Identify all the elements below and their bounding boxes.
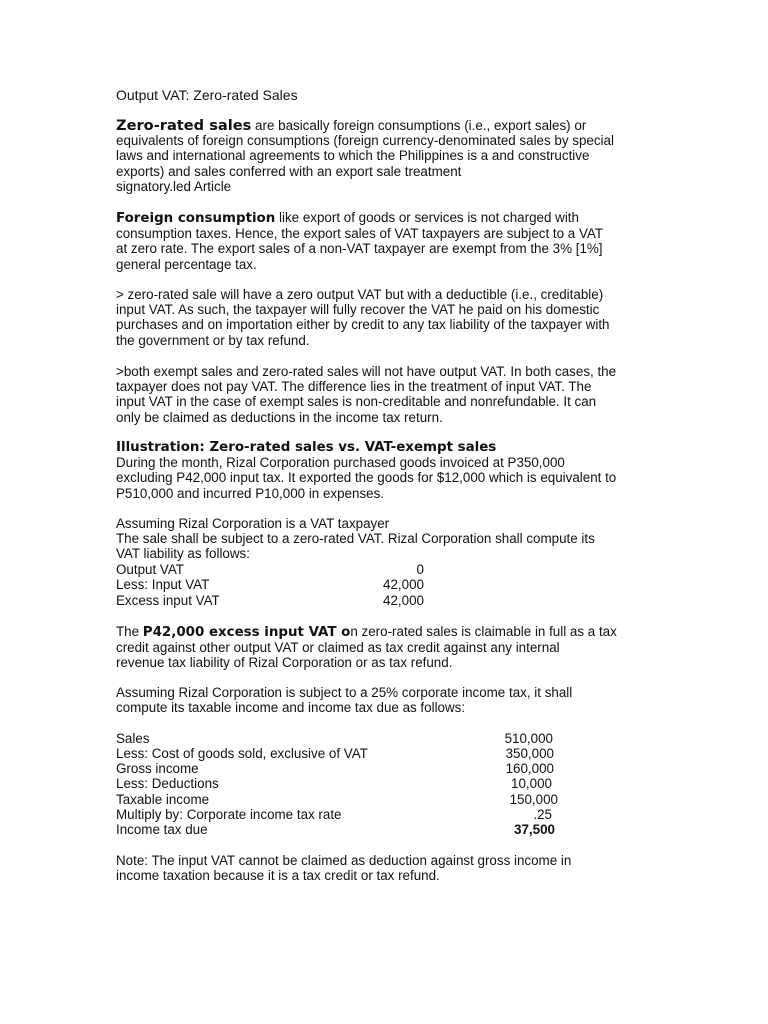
- row-label: Income tax due: [116, 822, 208, 837]
- income-tax-due-value: 37,500: [514, 822, 555, 837]
- income-table-row: [116, 731, 556, 746]
- income-table-row: [116, 822, 556, 837]
- paragraph-line: credit against other output VAT or claimed as tax credit against any internal: [116, 640, 560, 656]
- lead-term: Foreign consumption: [116, 211, 276, 226]
- paragraph-line: income taxation because it is a tax credit or tax refund.: [116, 868, 440, 884]
- paragraph-line: the government or by tax refund.: [116, 332, 310, 348]
- paragraph-line: excluding P42,000 input tax. It exported the goods for $12,000 which is equivalent to: [116, 470, 617, 486]
- note-paragraph: [116, 853, 661, 883]
- paragraph-line: During the month, Rizal Corporation purchased goods invoiced at P350,000: [116, 455, 565, 471]
- row-value: 160,000: [505, 761, 554, 776]
- income-table-row: [116, 807, 556, 822]
- paragraph-line: Assuming Rizal Corporation is subject to a 25% corporate income tax, it shall: [116, 685, 573, 700]
- paragraph-line: Note: The input VAT cannot be claimed as deduction against gross income in: [116, 853, 572, 868]
- paragraph-line: equivalents of foreign consumptions (foreign currency-denominated sales by special: [116, 133, 614, 149]
- row-label: Taxable income: [116, 792, 210, 807]
- paragraph-line: >both exempt sales and zero-rated sales will not have output VAT. In both cases, the: [116, 364, 617, 379]
- paragraph-line: revenue tax liability of Rizal Corporation or as tax refund.: [116, 655, 453, 671]
- illustration-heading: Illustration: Zero-rated sales vs. VAT-exempt sales: [116, 440, 497, 455]
- row-label: Less: Deductions: [116, 776, 219, 791]
- paragraph-vat-taxpayer: [116, 516, 661, 562]
- paragraph-line: Assuming Rizal Corporation is a VAT taxpayer: [116, 516, 390, 531]
- paragraph-line: Zero-rated sales are basically foreign consumptions (i.e., export sales) or: [116, 117, 587, 134]
- paragraph-line: general percentage tax.: [116, 256, 257, 272]
- paragraph-line: The sale shall be subject to a zero-rated VAT. Rizal Corporation shall compute its: [116, 531, 595, 547]
- paragraph-line: purchases and on importation either by credit to any tax liability of the taxpayer with: [116, 317, 610, 333]
- row-value: 10,000: [511, 776, 552, 791]
- row-label: Sales: [116, 731, 150, 746]
- paragraph-line: Foreign consumption like export of goods or services is not charged with: [116, 210, 579, 226]
- row-label: Excess input VAT: [116, 593, 220, 608]
- income-table-row: [116, 761, 556, 776]
- paragraph-zero-rated-definition: [116, 118, 661, 194]
- paragraph-line: only be claimed as deductions in the income tax return.: [116, 409, 443, 425]
- income-table-row: [116, 776, 556, 791]
- paragraph-line: The P42,000 excess input VAT on zero-rated sales is claimable in full as a tax: [116, 624, 617, 640]
- illustration-section: [116, 440, 661, 501]
- row-label: Gross income: [116, 761, 199, 776]
- lead-term: Zero-rated sales: [116, 117, 252, 134]
- row-value: 510,000: [504, 731, 553, 746]
- emphasis-amount: P42,000 excess input VAT o: [142, 625, 351, 640]
- paragraph-line: input VAT in the case of exempt sales is non-creditable and nonrefundable. It can: [116, 394, 597, 410]
- income-table-row: [116, 792, 561, 807]
- row-label: Less: Input VAT: [116, 577, 210, 592]
- row-value: 0: [416, 562, 424, 577]
- paragraph-income-tax: [116, 685, 661, 715]
- paragraph-line: > zero-rated sale will have a zero output VAT but with a deductible (i.e., creditable): [116, 287, 604, 302]
- paragraph-line: compute its taxable income and income tax due as follows:: [116, 700, 466, 716]
- row-value: 42,000: [383, 593, 424, 608]
- paragraph-excess-input-vat: [116, 624, 661, 671]
- income-table-row: [116, 746, 556, 761]
- paragraph-line: exports) and sales conferred with an export sale treatment: [116, 163, 462, 179]
- row-label: Less: Cost of goods sold, exclusive of VAT: [116, 746, 368, 761]
- row-value: 42,000: [383, 577, 424, 592]
- row-label: Output VAT: [116, 562, 184, 577]
- row-value: .25: [533, 807, 552, 822]
- paragraph-line: signatory.led Article: [116, 178, 232, 194]
- row-value: 350,000: [505, 746, 554, 761]
- paragraph-foreign-consumption: [116, 210, 661, 272]
- paragraph-line: at zero rate. The export sales of a non-VAT taxpayer are exempt from the 3% [1%]: [116, 241, 603, 257]
- paragraph-line: VAT liability as follows:: [116, 546, 250, 562]
- paragraph-line: P510,000 and incurred P10,000 in expenses.: [116, 485, 385, 501]
- paragraph-line: input VAT. As such, the taxpayer will fully recover the VAT he paid on his domestic: [116, 302, 600, 318]
- paragraph-exempt-vs-zero-rated: [116, 364, 661, 425]
- paragraph-line: taxpayer does not pay VAT. The difference lies in the treatment of input VAT. The: [116, 379, 592, 395]
- paragraph-zero-output-vat: [116, 287, 661, 348]
- paragraph-line: laws and international agreements to which the Philippines is a and constructive: [116, 148, 590, 164]
- page-title: Output VAT: Zero-rated Sales: [116, 87, 298, 103]
- row-label: Multiply by: Corporate income tax rate: [116, 807, 342, 822]
- row-value: 150,000: [509, 792, 558, 807]
- paragraph-line: consumption taxes. Hence, the export sales of VAT taxpayers are subject to a VAT: [116, 226, 604, 242]
